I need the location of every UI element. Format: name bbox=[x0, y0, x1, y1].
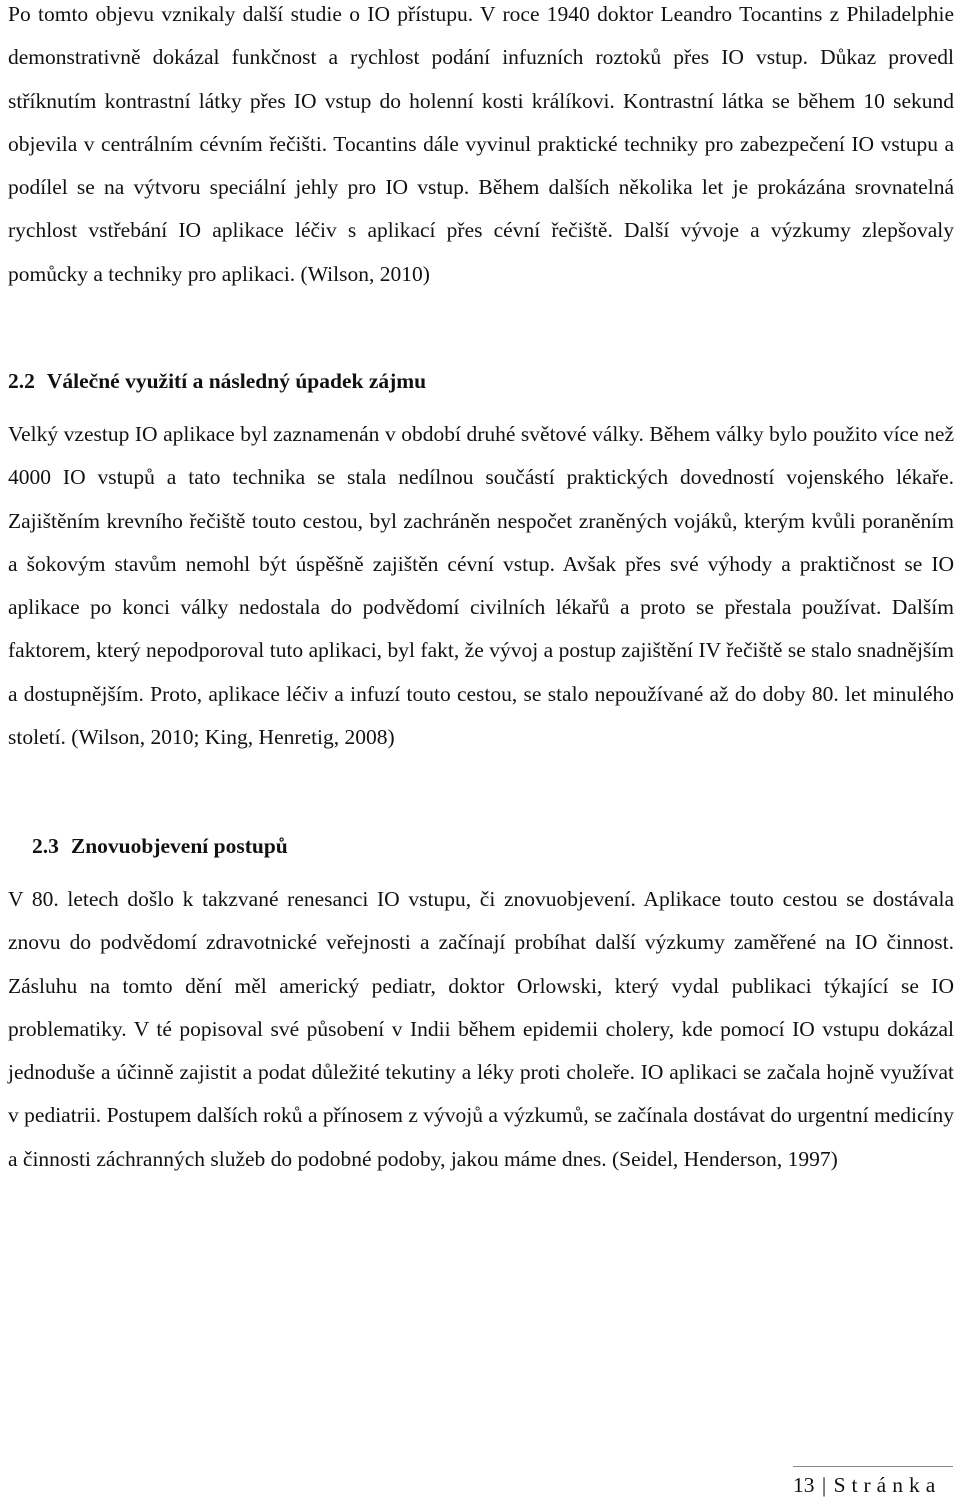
footer-label: Stránka bbox=[833, 1473, 942, 1497]
page-number: 13 bbox=[793, 1473, 815, 1497]
paragraph-tocantins: Po tomto objevu vznikaly další studie o IO přístupu. V roce 1940 doktor Leandro Tocantins z Philadelphie demonstrativně dokázal funkčnost a rychlost podání infuzních roztoků přes IO vstup. Důkaz provedl stříknutím kontrastní látky přes IO vstup do holenní kosti králíkovi. Kontrastní látka se během 10 sekund objevila v centrálním cévním řečišti. Tocantins dále vyvinul praktické techniky pro zabezpečení IO vstupu a podílel se na výtvoru speciální jehly pro IO vstup. Během dalších několika let je prokázána srovnatelná rychlost vstřebání IO aplikace léčiv s aplikací přes cévní řečiště. Další vývoje a výzkumy zlepšovaly pomůcky a techniky pro aplikaci. (Wilson, 2010) bbox=[8, 2, 954, 286]
section-title: Znovuobjevení postupů bbox=[70, 834, 288, 858]
page-footer bbox=[793, 1466, 953, 1500]
paragraph-rediscovery: V 80. letech došlo k takzvané renesanci IO vstupu, či znovuobjevení. Aplikace touto cestou se dostávala znovu do podvědomí zdravotnické veřejnosti a začínají probíhat další výzkumy zaměřené na IO činnost. Zásluhu na tomto dění měl americký pediatr, doktor Orlowski, který vydal publikaci týkající se IO problematiky. V té popisoval své působení v Indii během epidemii cholery, kde pomocí IO vstupu dokázal jednoduše a účinně zajistit a podat důležité tekutiny a léky proti choleře. IO aplikaci se začala hojně využívat v pediatrii. Postupem dalších roků a přínosem z vývojů a výzkumů, se začínala dostávat do urgentní medicíny a činnosti záchranných služeb do podobné podoby, jakou máme dnes. (Seidel, Henderson, 1997) bbox=[8, 887, 954, 1171]
section-heading-2-3 bbox=[32, 831, 288, 861]
section-title: Válečné využití a následný úpadek zájmu bbox=[46, 369, 427, 393]
paragraph-war-usage: Velký vzestup IO aplikace byl zaznamenán v období druhé světové války. Během války bylo použito více než 4000 IO vstupů a tato technika se stala nedílnou součástí praktických dovedností vojenského lékaře. Zajištěním krevního řečiště touto cestou, byl zachráněn nespočet zraněných vojáků, kterým kvůli poraněním a šokovým stavům nemohl být úspěšně zajištěn cévní vstup. Avšak přes své výhody a praktičnost se IO aplikace po konci války nedostala do podvědomí civilních lékařů a proto se přestala používat. Dalším faktorem, který nepodporoval tuto aplikaci, byl fakt, že vývoj a postup zajištění IV řečiště se stalo snadnějším a dostupnějším. Proto, aplikace léčiv a infuzí touto cestou, se stalo nepoužívané až do doby 80. let minulého století. (Wilson, 2010; King, Henretig, 2008) bbox=[8, 422, 954, 750]
section-heading-2-2 bbox=[8, 366, 426, 396]
section-number: 2.3 bbox=[32, 834, 59, 858]
section-number: 2.2 bbox=[8, 369, 35, 393]
footer-separator: | bbox=[821, 1473, 827, 1497]
